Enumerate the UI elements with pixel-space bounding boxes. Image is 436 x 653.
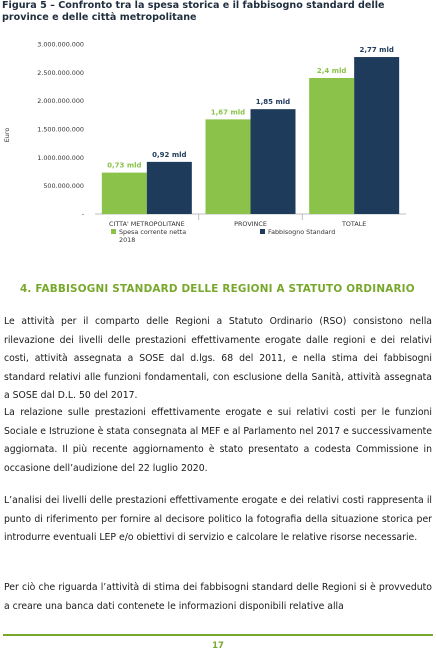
legend-swatch-fabbisogno: [260, 229, 265, 234]
data-label: 0,92 mld: [152, 150, 187, 159]
paragraph-2: La relazione sulle prestazioni effettivamente erogate e sui relativi costi per le funzioni Sociale e Istruzione è stata consegnata al MEF e al Parlamento nel 2017 e successivamente aggiornata. Il più recente aggiornamento è stato presentato a codesta Commissione in occasione dell’audizione del 22 luglio 2020.: [4, 407, 432, 474]
y-axis-label: Euro: [3, 127, 11, 143]
legend-label-spesa: Spesa corrente netta 2018: [119, 228, 187, 244]
legend-label-fabbisogno: Fabbisogno Standard: [268, 228, 336, 236]
paragraph-4: Per ciò che riguarda l’attività di stima dei fabbisogni standard delle Regioni si è provveduto a creare una banca dati contenete le informazioni disponibili relative alla: [4, 582, 432, 612]
legend-swatch-spesa: [111, 229, 116, 234]
bar-fabbisogno: [147, 162, 192, 214]
bar-fabbisogno: [354, 57, 399, 214]
x-tick-label: TOTALE: [342, 220, 367, 228]
data-label: 2,77 mld: [359, 46, 394, 55]
y-tick-label: 2.500.000.000: [37, 68, 84, 77]
y-tick-label: 1.000.000.000: [37, 153, 84, 162]
y-tick-label: 3.000.000.000: [37, 40, 84, 49]
footer-divider: [3, 634, 433, 636]
bar-chart: [0, 32, 436, 267]
paragraph-1: Le attività per il comparto delle Regioni a Statuto Ordinario (RSO) consistono nella rilevazione dei livelli delle prestazioni effettivamente erogate dalle regioni e dei relativi costi, attività assegnata a SOSE dal d.lgs. 68 del 2011, e nella stima dei fabbisogni standard relativi alle funzioni fondamentali, con esclusione della Sanità, attività assegnata a SOSE dal D.L. 50 del 2017.: [4, 316, 432, 402]
x-tick-label: CITTA' METROPOLITANE: [109, 220, 185, 228]
section-heading: 4. FABBISOGNI STANDARD DELLE REGIONI A STATUTO ORDINARIO: [20, 283, 415, 295]
page-number: 17: [212, 641, 224, 651]
bar-fabbisogno: [251, 109, 296, 214]
bar-spesa: [309, 78, 354, 214]
bar-spesa: [102, 173, 147, 214]
bar-spesa: [206, 119, 251, 214]
x-tick-label: PROVINCE: [234, 220, 267, 228]
paragraph-3: L’analisi dei livelli delle prestazioni effettivamente erogate e dei relativi costi rappresenta il punto di riferimento per fornire al decisore politico la fotografia della situazione storica per introdurre eventuali LEP e/o obiettivi di servizio e calcolare le relative risorse necessarie.: [4, 495, 432, 544]
figure-caption: Figura 5 – Confronto tra la spesa storica e il fabbisogno standard delle province e delle città metropolitane: [2, 0, 385, 23]
y-tick-label: 500.000.000: [43, 182, 84, 191]
data-label: 1,85 mld: [255, 98, 291, 107]
y-tick-label: -: [81, 210, 84, 219]
data-label: 2,4 mld: [316, 67, 347, 75]
data-label: 0,73 mld: [107, 161, 142, 170]
y-tick-label: 2.000.000.000: [37, 97, 84, 106]
data-label: 1,67 mld: [210, 108, 246, 117]
y-tick-label: 1.500.000.000: [37, 125, 84, 134]
